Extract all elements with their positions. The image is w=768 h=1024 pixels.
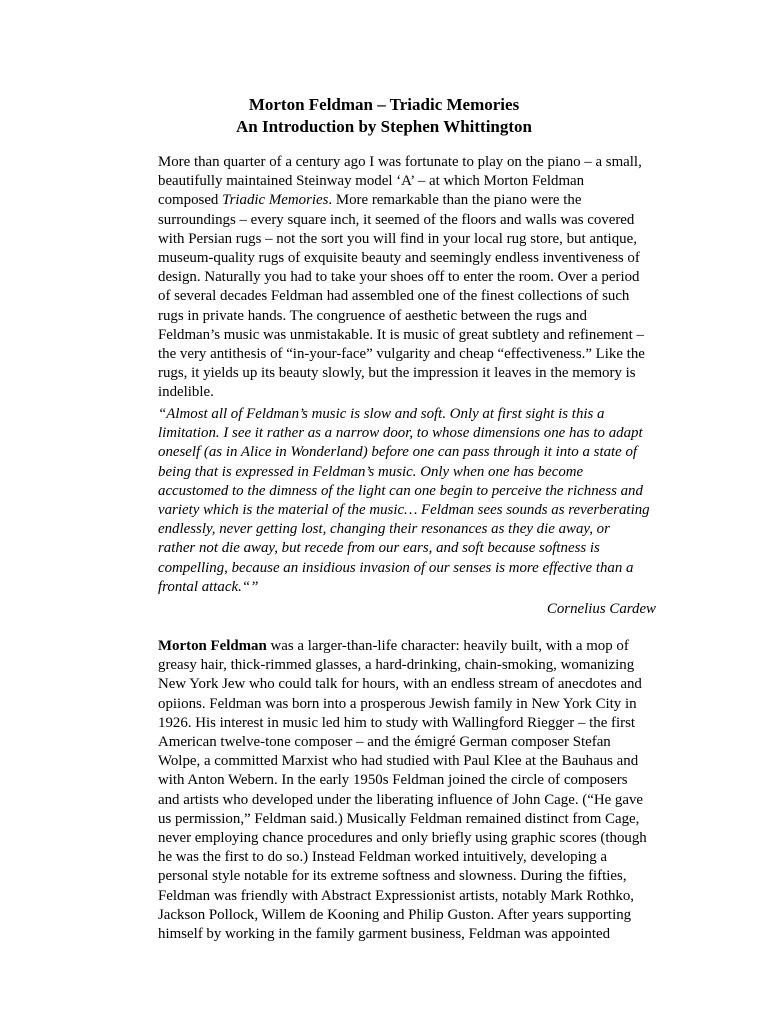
work-title: Triadic Memories xyxy=(222,192,329,209)
paragraph-line: 1926. His interest in music led him to study with Wallingford Riegger – the first xyxy=(158,714,636,731)
paragraph-line: of several decades Feldman had assembled one of the finest collections of such xyxy=(158,288,630,305)
paragraph-line: us permission,” Feldman said.) Musically Feldman remained distinct from Cage, xyxy=(158,810,640,827)
subject-name: Morton Feldman xyxy=(158,638,267,654)
paragraph-line: design. Naturally you had to take your shoes off to enter the room. Over a period xyxy=(158,269,640,286)
quote-line: rather not die away, but recede from our ears, and soft because softness is xyxy=(158,540,600,557)
paragraph-line: greasy hair, thick-rimmed glasses, a hard-drinking, chain-smoking, womanizing xyxy=(158,657,635,674)
paragraph-line: Jackson Pollock, Willem de Kooning and Philip Guston. After years supporting xyxy=(158,906,632,923)
paragraph-line: New York Jew who could talk for hours, with an endless stream of anecdotes and xyxy=(158,676,642,693)
block-quote xyxy=(158,405,658,597)
paragraph-line-with-name xyxy=(158,637,658,656)
quote-line: accustomed to the dimness of the light can one begin to perceive the richness and xyxy=(158,482,643,499)
paragraph-line: the very antithesis of “in-your-face” vulgarity and cheap “effectiveness.” Like the xyxy=(158,346,645,363)
quote-line: endlessly, never getting lost, changing their resonances as they die away, or xyxy=(158,521,610,538)
paragraph-line: More than quarter of a century ago I was fortunate to play on the piano – a small, xyxy=(158,154,642,170)
text-segment: was a larger-than-life character: heavily built, with a mop of xyxy=(266,638,629,654)
title-line-2: An Introduction by Stephen Whittington xyxy=(235,117,532,136)
paragraph-line: Wolpe, a committed Marxist who had studied with Paul Klee at the Bauhaus and xyxy=(158,753,639,770)
document-title xyxy=(0,94,768,138)
title-line-1: Morton Feldman – Triadic Memories xyxy=(248,95,520,114)
paragraph-line: never employing chance procedures and only briefly using graphic scores (though xyxy=(158,830,647,847)
paragraph-line: indelible. xyxy=(158,384,214,401)
paragraph-line-with-title xyxy=(158,191,658,210)
text-segment: . More remarkable than the piano were the xyxy=(328,192,582,209)
paragraph-line: opiions. Feldman was born into a prosperous Jewish family in New York City in xyxy=(158,695,637,712)
paragraph-line: himself by working in the family garment business, Feldman was appointed xyxy=(158,926,611,943)
paragraph-line: Feldman was friendly with Abstract Expressionist artists, notably Mark Rothko, xyxy=(158,887,635,904)
quote-line: variety which is the material of the music… Feldman sees sounds as reverberating xyxy=(158,502,650,519)
paragraph-line: American twelve-tone composer – and the émigré German composer Stefan xyxy=(158,734,611,751)
quote-line: limitation. I see it rather as a narrow door, to whose dimensions one has to adapt xyxy=(158,425,643,442)
paragraph-line: Feldman’s music was unmistakable. It is music of great subtlety and refinement – xyxy=(158,326,644,343)
intro-paragraph xyxy=(158,153,658,403)
paragraph-line: rugs in private hands. The congruence of aesthetic between the rugs and xyxy=(158,307,587,324)
paragraph-line: with Anton Webern. In the early 1950s Feldman joined the circle of composers xyxy=(158,772,628,789)
paragraph-line: rugs, it yields up its beauty slowly, but the impression it leaves in the memory is xyxy=(158,365,636,382)
quote-line: frontal attack.“” xyxy=(158,578,259,595)
quote-line: “Almost all of Feldman’s music is slow and soft. Only at first sight is this a xyxy=(158,406,605,422)
text-segment: composed xyxy=(158,192,223,209)
paragraph-line: museum-quality rugs of exquisite beauty and seemingly endless inventiveness of xyxy=(158,250,640,267)
paragraph-line: beautifully maintained Steinway model ‘A’ – at which Morton Feldman xyxy=(158,173,585,190)
quote-line: oneself (as in Alice in Wonderland) before one can pass through it into a state of xyxy=(158,444,638,461)
quote-attribution: Cornelius Cardew xyxy=(546,601,656,617)
paragraph-line: with Persian rugs – not the sort you will find in your local rug store, but antique, xyxy=(158,230,637,247)
quote-line: compelling, because an insidious invasion of our senses is more effective than a xyxy=(158,559,634,576)
paragraph-line: personal style notable for its extreme softness and slowness. During the fifties, xyxy=(158,868,627,885)
paragraph-line: and artists who developed under the liberating influence of John Cage. (“He gave xyxy=(158,791,644,808)
paragraph-line: surroundings – every square inch, it seemed of the floors and walls was covered xyxy=(158,211,635,228)
quote-line: being that is expressed in Feldman’s music. Only when one has become xyxy=(158,463,584,480)
paragraph-line: he was the first to do so.) Instead Feldman worked intuitively, developing a xyxy=(158,849,607,866)
biography-paragraph xyxy=(158,637,658,944)
